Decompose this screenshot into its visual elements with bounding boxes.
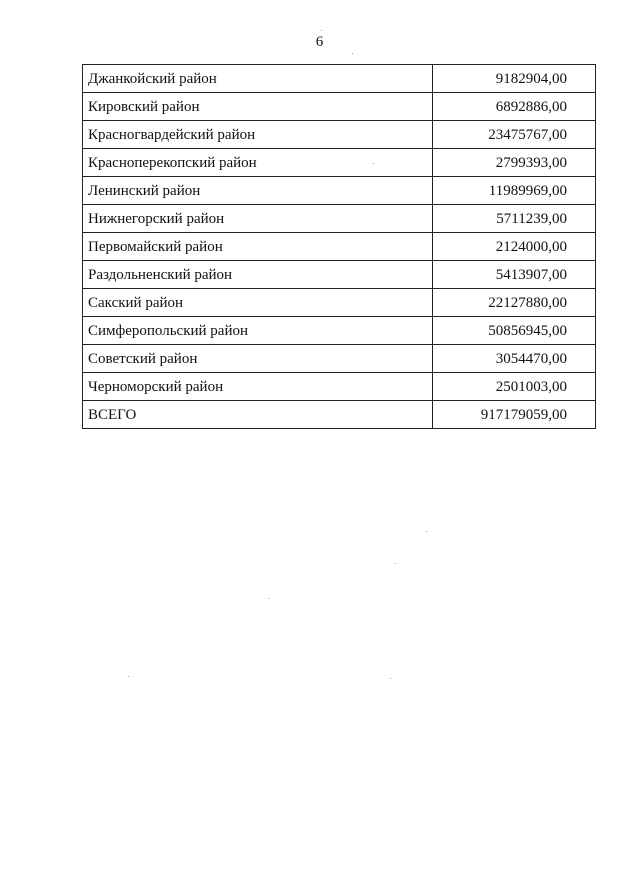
table-row xyxy=(83,233,596,261)
district-name-cell: Черноморский район xyxy=(83,373,433,401)
district-name-cell: Джанкойский район xyxy=(83,65,433,93)
table-row xyxy=(83,345,596,373)
table-row xyxy=(83,149,596,177)
table-row xyxy=(83,177,596,205)
amount-cell: 5711239,00 xyxy=(433,205,596,233)
district-name-cell: Первомайский район xyxy=(83,233,433,261)
scan-speck xyxy=(352,53,353,54)
amount-cell: 22127880,00 xyxy=(433,289,596,317)
district-name-cell: Советский район xyxy=(83,345,433,373)
district-name-cell: Кировский район xyxy=(83,93,433,121)
district-name-cell: Красногвардейский район xyxy=(83,121,433,149)
district-name-cell: Ленинский район xyxy=(83,177,433,205)
scan-speck xyxy=(128,676,129,677)
amount-cell: 3054470,00 xyxy=(433,345,596,373)
table-row xyxy=(83,373,596,401)
table-row xyxy=(83,93,596,121)
total-label-cell: ВСЕГО xyxy=(83,401,433,429)
table-row xyxy=(83,65,596,93)
district-name-cell: Нижнегорский район xyxy=(83,205,433,233)
amount-cell: 2124000,00 xyxy=(433,233,596,261)
scan-speck xyxy=(321,30,322,31)
page-number: 6 xyxy=(315,34,324,50)
table-row xyxy=(83,317,596,345)
amount-cell: 2799393,00 xyxy=(433,149,596,177)
amount-cell: 11989969,00 xyxy=(433,177,596,205)
district-name-cell: Красноперекопский район xyxy=(83,149,433,177)
amount-cell: 23475767,00 xyxy=(433,121,596,149)
amount-cell: 50856945,00 xyxy=(433,317,596,345)
scan-speck xyxy=(373,163,374,164)
amount-cell: 9182904,00 xyxy=(433,65,596,93)
total-row xyxy=(83,401,596,429)
table-row xyxy=(83,261,596,289)
table-row xyxy=(83,121,596,149)
scan-speck xyxy=(395,563,396,564)
amount-cell: 5413907,00 xyxy=(433,261,596,289)
table-row xyxy=(83,205,596,233)
total-amount-cell: 917179059,00 xyxy=(433,401,596,429)
amount-cell: 2501003,00 xyxy=(433,373,596,401)
district-name-cell: Симферопольский район xyxy=(83,317,433,345)
table-row xyxy=(83,289,596,317)
district-name-cell: Сакский район xyxy=(83,289,433,317)
scan-speck xyxy=(390,678,391,679)
district-funding-table xyxy=(82,64,596,429)
amount-cell: 6892886,00 xyxy=(433,93,596,121)
scan-speck xyxy=(426,531,427,532)
district-name-cell: Раздольненский район xyxy=(83,261,433,289)
scan-speck xyxy=(268,598,269,599)
